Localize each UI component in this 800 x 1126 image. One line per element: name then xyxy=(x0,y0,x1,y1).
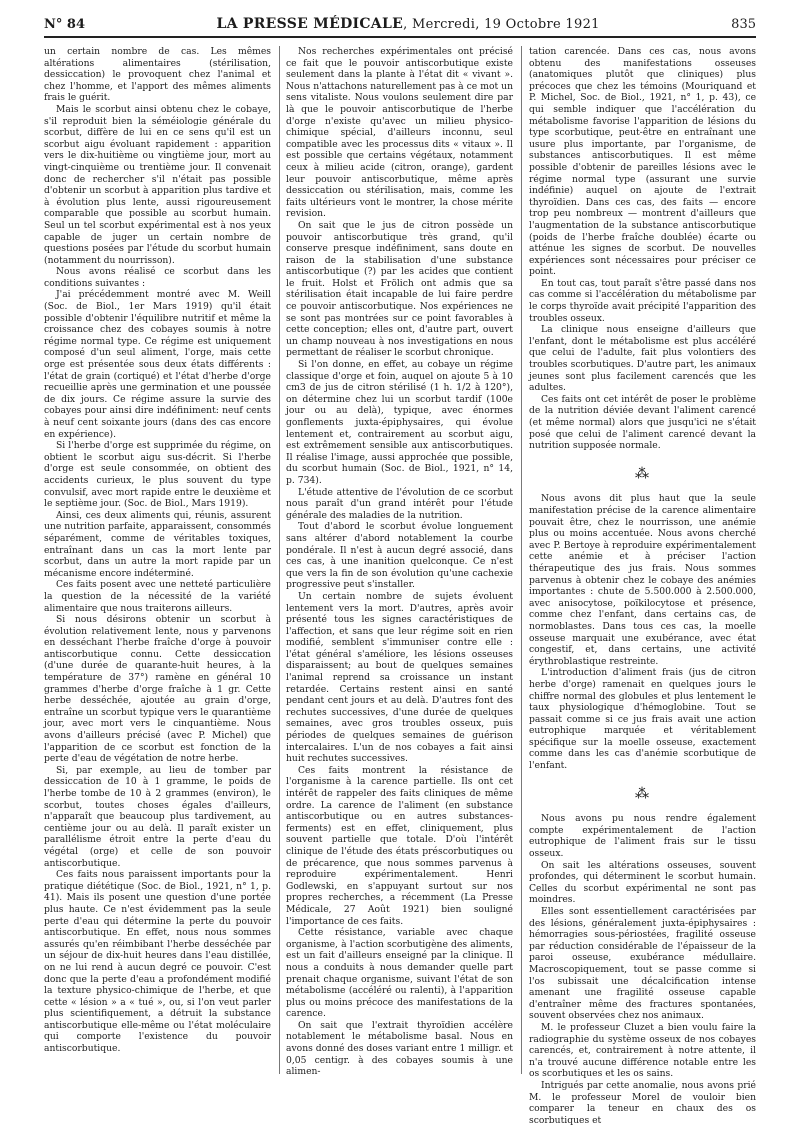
journal-title xyxy=(216,16,599,36)
paragraph: Si l'on donne, en effet, au cobaye un régime classique d'orge et foin, auquel on ajoute 5 à 10 cm3 de jus de citron stérilisé (1 h. 1/2 à 120°), on détermine chez lui un scorbut tardif (100e jour ou au delà), typique, avec énormes gonflements juxta-épiphysaires, qui évolue lentement et, contrairement au scorbut aigu, est extrêmement sensible aux antiscorbutiques. Il réalise l'image, aussi approchée que possible, du scorbut humain (Soc. de Biol., 1921, n° 14, p. 734). xyxy=(286,359,513,486)
paragraph: Nous avons pu nous rendre également compte expérimentalement de l'action eutrophique de l'aliment frais sur le tissu osseux. xyxy=(529,813,756,860)
paragraph: Nous avons réalisé ce scorbut dans les conditions suivantes : xyxy=(44,266,271,289)
issue-date: , Mercredi, 19 Octobre 1921 xyxy=(403,17,600,32)
paragraph: On sait que le jus de citron possède un pouvoir antiscorbutique très grand, qu'il conserve presque indéfiniment, sans doute en raison de la stabilisation d'une substance antiscorbutique (?) par les acides que contient le fruit. Holst et Frölich ont admis que sa stérilisation était incapable de lui faire perdre ce pouvoir antiscorbutique. Nos expériences ne se sont pas montrées sur ce point favorables à cette conception; elles ont, d'autre part, ouvert un champ nouveau à nos investigations en nous permettant de réaliser le scorbut chronique. xyxy=(286,219,513,359)
paragraph: L'introduction d'aliment frais (jus de citron herbe d'orge) ramenait en quelques jours le chiffre normal des globules et plus lentement le taux physiologique d'hémoglobine. Tout se passait comme si ce jus frais avait une action eutrophique marquée et véritablement spécifique sur la moelle osseuse, exactement comme dans les cas d'anémie scorbutique de l'enfant. xyxy=(529,667,756,772)
column-2 xyxy=(286,46,513,1078)
column-divider xyxy=(279,46,280,1074)
paragraph: Ces faits posent avec une netteté particulière la question de la nécessité de la variété alimentaire que nous traiterons ailleurs. xyxy=(44,579,271,614)
paragraph: Cette résistance, variable avec chaque organisme, à l'action scorbutigène des aliments, est un fait d'ailleurs enseigné par la clinique. Il nous a conduits à nous demander quelle part prenait chaque organisme, suivant l'état de son métabolisme (accéléré ou ralenti), à l'apparition plus ou moins précoce des manifestations de la carence. xyxy=(286,927,513,1020)
paragraph: Si l'herbe d'orge est supprimée du régime, on obtient le scorbut aigu sus-décrit. Si l'herbe d'orge est seule consommée, on obtient des accidents curieux, le plus souvent du type convulsif, avec mort rapide entre le deuxième et le septième jour. (Soc. de Biol., Mars 1919). xyxy=(44,440,271,510)
paragraph: Tout d'abord le scorbut évolue longuement sans altérer d'abord notablement la courbe pondérale. Il n'est à aucun degré associé, dans ces cas, à une inanition quelconque. Ce n'est que vers la fin de son évolution qu'une cachexie progressive peut s'installer. xyxy=(286,521,513,591)
column-3 xyxy=(529,46,756,1126)
paragraph: Ces faits montrent la résistance de l'organisme à la carence partielle. Ils ont cet intérêt de rappeler des faits cliniques de même ordre. La carence de l'aliment (en substance antiscorbutique ou en autres substances-ferments) est en effet, cliniquement, plus souvent partielle que totale. D'où l'intérêt clinique de l'étude des états préscorbutiques ou de précarence, que nous sommes parvenus à reproduire expérimentalement. Henri Godlewski, en s'appuyant surtout sur nos propres recherches, a récemment (La Presse Médicale, 27 Août 1921) bien souligné l'importance de ces faits. xyxy=(286,764,513,927)
paragraph: Si, par exemple, au lieu de tomber par dessiccation de 10 à 1 gramme, le poids de l'herbe tombe de 10 à 2 grammes (environ), le scorbut, toutes choses égales d'ailleurs, n'apparaît que beaucoup plus tardivement, au centième jour ou au delà. Il paraît exister un parallélisme étroit entre la perte d'eau du végétal (orge) et celle de son pouvoir antiscorbutique. xyxy=(44,764,271,869)
paragraph: Ainsi, ces deux aliments qui, réunis, assurent une nutrition parfaite, apparaissent, consommés séparément, comme de véritables toxiques, entraînant dans un cas la mort lente par scorbut, dans un autre la mort rapide par un mécanisme encore indéterminé. xyxy=(44,509,271,579)
paragraph: On sait que l'extrait thyroïdien accélère notablement le métabolisme basal. Nous en avons donné des doses variant entre 1 milligr. et 0,05 centigr. à des cobayes soumis à une alimen- xyxy=(286,1019,513,1078)
paragraph: Nos recherches expérimentales ont précisé ce fait que le pouvoir antiscorbutique existe seulement dans la plante à l'état dit « vivant ». Nous n'attachons naturellement pas à ce mot un sens vitaliste. Nous voulons seulement dire par là que le pouvoir antiscorbutique de l'herbe d'orge n'existe qu'avec un milieu physico-chimique spécial, d'ailleurs inconnu, seul compatible avec les processus dits « vitaux ». Il est possible que certains végétaux, notamment ceux à milieu acide (citron, orange), gardent leur pouvoir antiscorbutique, même après dessiccation ou stérilisation, mais, comme les faits ultérieurs vont le montrer, la chose mérite revision. xyxy=(286,46,513,220)
issue-number: N° 84 xyxy=(44,17,85,32)
journal-name: LA PRESSE MÉDICALE xyxy=(216,16,404,32)
paragraph: On sait les altérations osseuses, souvent profondes, qui déterminent le scorbut humain. Celles du scorbut expérimental ne sont pas moindres. xyxy=(529,859,756,906)
paragraph: Ces faits ont cet intérêt de poser le problème de la nutrition déviée devant l'aliment carencé (et même normal) alors que jusqu'ici ne s'était posé que celui de l'aliment carencé devant la nutrition supposée normale. xyxy=(529,393,756,452)
paragraph: La clinique nous enseigne d'ailleurs que l'enfant, dont le métabolisme est plus accéléré que celui de l'adulte, fait plus volontiers des troubles scorbutiques. D'autre part, les animaux jeunes sont plus facilement carencés que les adultes. xyxy=(529,324,756,394)
column-divider xyxy=(521,46,522,1074)
paragraph: Mais le scorbut ainsi obtenu chez le cobaye, s'il reproduit bien la séméiologie générale du scorbut, diffère de lui en ce sens qu'il est un scorbut aigu évoluant rapidement : apparition vers le dix-huitième ou vingtième jour, mort au vingt-cinquième ou trentième jour. Il convenait donc de rechercher s'il n'était pas possible d'obtenir un scorbut à apparition plus tardive et à évolution plus lente, aussi rigoureusement comparable que possible au scorbut humain. Seul un tel scorbut expérimental est à nos yeux capable de juger un certain nombre de questions posées par l'étude du scorbut humain (notamment du nourrisson). xyxy=(44,103,271,266)
paragraph: Un certain nombre de sujets évoluent lentement vers la mort. D'autres, après avoir présenté tous les signes caractéristiques de l'affection, et sans que leur régime soit en rien modifié, semblent s'immuniser contre elle : l'état général s'améliore, les lésions osseuses disparaissent; au bout de quelques semaines l'animal reprend sa croissance un instant retardée. Certains restent ainsi en santé pendant cent jours et au delà. D'autres font des rechutes successives, d'une durée de quelques semaines, avec gros troubles osseux, puis périodes de quelques semaines de guérison intercalaires. L'un de nos cobayes a fait ainsi huit rechutes successives. xyxy=(286,590,513,765)
paragraph: Nous avons dit plus haut que la seule manifestation précise de la carence alimentaire pouvait être, chez le nourrisson, une anémie plus ou moins accentuée. Nous avons cherché avec P. Bertoye à reproduire expérimentalement cette anémie et à préciser l'action thérapeutique des jus frais. Nous sommes parvenus à obtenir chez le cobaye des anémies importantes : chute de 5.500.000 à 2.500.000, avec anisocytose, poïkilocytose et présence, comme chez l'enfant, dans certains cas, de normoblastes. Dans tous ces cas, la moelle osseuse marquait une exubérance, avec état congestif, et, dans certains, une activité érythroblastique restreinte. xyxy=(529,493,756,667)
paragraph: Intrigués par cette anomalie, nous avons prié M. le professeur Morel de vouloir bien comparer la teneur en chaux des os scorbutiques et xyxy=(529,1079,756,1126)
paragraph: un certain nombre de cas. Les mêmes altérations alimentaires (stérilisation, dessiccation) le provoquent chez l'animal et chez l'homme, et l'apport des mêmes aliments frais le guérit. xyxy=(44,46,271,104)
paragraph: tation carencée. Dans ces cas, nous avons obtenu des manifestations osseuses (anatomiques plutôt que cliniques) plus précoces que chez les témoins (Mouriquand et P. Michel, Soc. de Biol., 1921, n° 1, p. 43), ce qui semble indiquer que l'accélération du métabolisme favorise l'apparition de lésions du type scorbutique, peut-être en entraînant une usure plus importante, par l'organisme, de substances antiscorbutiques. Il est même possible d'obtenir de pareilles lésions avec le régime normal type (assurant une survie indéfinie) auquel on ajoute de l'extrait thyroïdien. Dans ces cas, des faits — encore trop peu nombreux — montrent d'ailleurs que l'augmentation de la substance antiscorbutique (poids de l'herbe fraîche doublée) écarte ou atténue les signes de scorbut. De nouvelles expériences sont nécessaires pour préciser ce point. xyxy=(529,46,756,278)
section-separator: ⁂ xyxy=(635,785,650,802)
paragraph: J'ai précédemment montré avec M. Weill (Soc. de Biol., 1er Mars 1919) qu'il était possible d'obtenir l'équilibre nutritif et même la croissance chez des cobayes soumis à notre régime normal type. Ce régime est uniquement composé d'un seul aliment, l'orge, mais cette orge est présentée sous deux états différents : l'état de grain (cortiqué) et l'état d'herbe d'orge recueillie après une germination et une poussée de dix jours. Ce régime assure la survie des cobayes pour ainsi dire indéfiniment: neuf cents à neuf cent soixante jours (dans des cas encore en expérience). xyxy=(44,289,271,440)
section-separator: ⁂ xyxy=(635,465,650,482)
paragraph: Si nous désirons obtenir un scorbut à évolution relativement lente, nous y parvenons en desséchant l'herbe fraîche d'orge à pouvoir antiscorbutique connu. Cette dessiccation (d'une durée de quarante-huit heures, à la température de 37°) ramène en général 10 grammes d'herbe d'orge fraîche à 1 gr. Cette herbe desséchée, ajoutée au grain d'orge, entraîne un scorbut typique vers le quarantième jour, avec mort vers le cinquantième. Nous avons d'ailleurs précisé (avec P. Michel) que l'apparition de ce scorbut est fonction de la perte d'eau de végétation de notre herbe. xyxy=(44,614,271,765)
page-header xyxy=(44,14,756,38)
paragraph: L'étude attentive de l'évolution de ce scorbut nous paraît d'un grand intérêt pour l'étude générale des maladies de la nutrition. xyxy=(286,486,513,521)
paragraph: Elles sont essentiellement caractérisées par des lésions, généralement juxta-épiphysaires : hémorragies sous-périostées, fragilité osseuse par réduction considérable de l'épaisseur de la paroi osseuse, exubérance médullaire. Macroscopiquement, tout se passe comme si l'os subissait une décalcification intense amenant une fragilité osseuse capable d'entraîner même des fractures spontanées, souvent observées chez nos animaux. xyxy=(529,906,756,1022)
page-number: 835 xyxy=(731,17,756,32)
column-1 xyxy=(44,46,271,1074)
paragraph: En tout cas, tout paraît s'être passé dans nos cas comme si l'accélération du métabolisme par le corps thyroïde avait précipité l'apparition des troubles osseux. xyxy=(529,277,756,324)
paragraph: Ces faits nous paraissent importants pour la pratique diététique (Soc. de Biol., 1921, n° 1, p. 41). Mais ils posent une question d'une portée plus haute. Ce n'est évidemment pas la seule perte d'eau qui détermine la perte du pouvoir antiscorbutique. En effet, nous nous sommes assurés qu'en réimbibant l'herbe desséchée par un séjour de dix-huit heures dans l'eau distillée, on ne lui rend à aucun degré ce pouvoir. C'est donc que la perte d'eau a profondément modifié la texture physico-chimique de l'herbe, et que cette « lésion » a « tué », ou, si l'on veut parler plus scientifiquement, a détruit la substance antiscorbutique elle-même ou l'état moléculaire qui comporte l'existence du pouvoir antiscorbutique. xyxy=(44,869,271,1055)
paragraph: M. le professeur Cluzet a bien voulu faire la radiographie du système osseux de nos cobayes carencés, et, contrairement à notre attente, il n'a trouvé aucune différence notable entre les os scorbutiques et les os sains. xyxy=(529,1021,756,1080)
